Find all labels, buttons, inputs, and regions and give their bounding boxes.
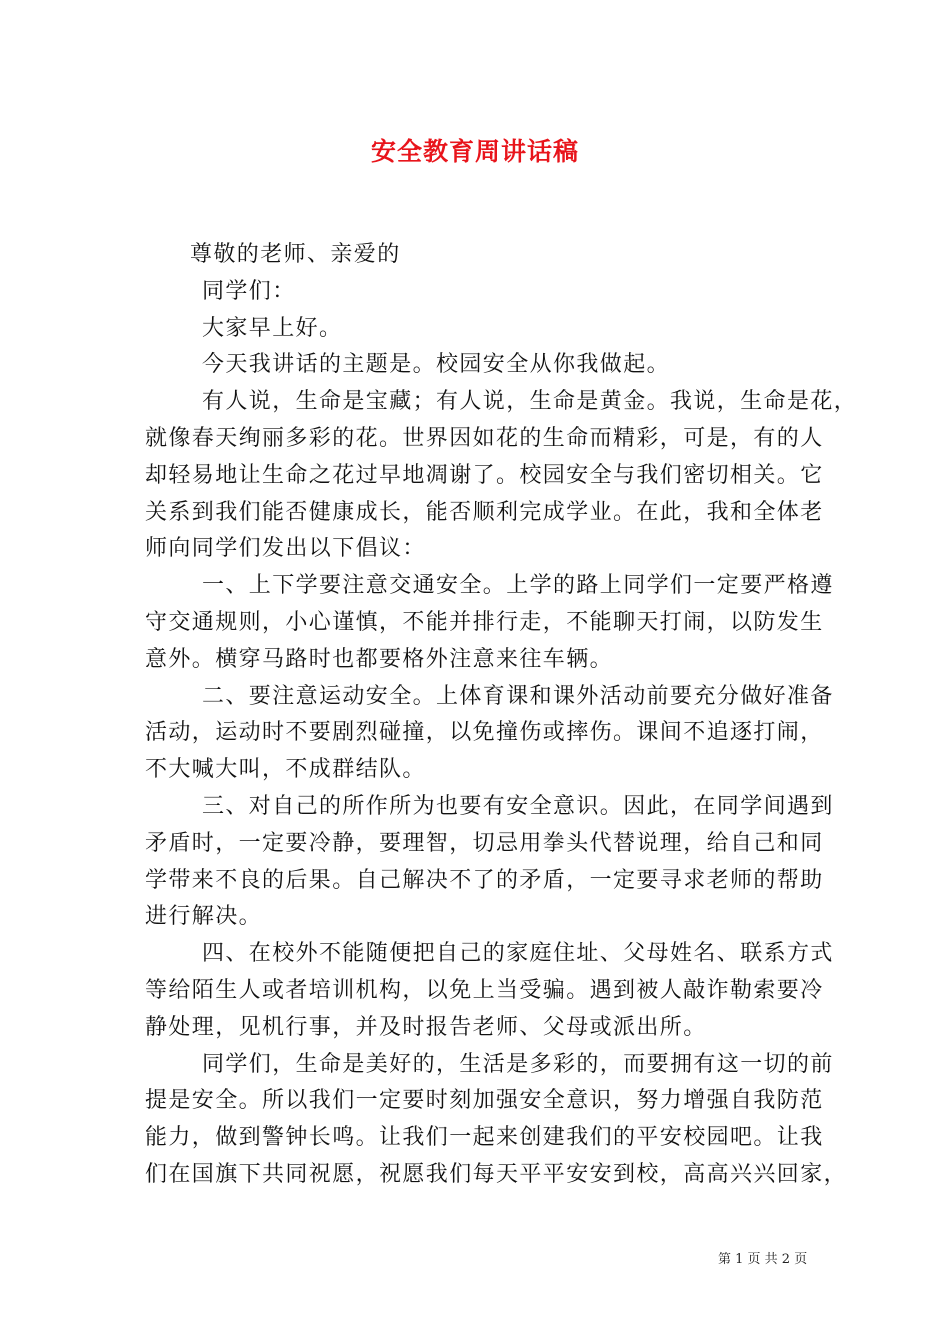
text-line: 同学们，生命是美好的，生活是多彩的，而要拥有这一切的前 bbox=[202, 1051, 834, 1077]
text-line: 尊敬的老师、亲爱的 bbox=[190, 242, 401, 267]
text-line: 师向同学们发出以下倡议： bbox=[145, 536, 426, 562]
text-line: 学带来不良的后果。自己解决不了的矛盾，一定要寻求老师的帮助 bbox=[145, 867, 824, 893]
text-line: 提是安全。所以我们一定要时刻加强安全意识，努力增强自我防范 bbox=[145, 1088, 824, 1114]
text-line: 进行解决。 bbox=[145, 904, 263, 930]
text-line: 守交通规则，小心谨慎，不能并排行走，不能聊天打闹，以防发生 bbox=[145, 609, 824, 635]
paragraph bbox=[145, 679, 835, 789]
text-line: 四、在校外不能随便把自己的家庭住址、父母姓名、联系方式 bbox=[202, 941, 834, 967]
text-line: 今天我讲话的主题是。校园安全从你我做起。 bbox=[202, 352, 671, 378]
paragraph bbox=[145, 311, 835, 348]
document-title: 安全教育周讲话稿 bbox=[370, 137, 579, 166]
text-line: 们在国旗下共同祝愿，祝愿我们每天平平安安到校，高高兴兴回家， bbox=[145, 1161, 848, 1187]
paragraph bbox=[145, 568, 835, 678]
text-line: 有人说，生命是宝藏；有人说，生命是黄金。我说，生命是花， bbox=[202, 389, 858, 415]
paragraph bbox=[145, 237, 835, 274]
text-line: 三、对自己的所作所为也要有安全意识。因此，在同学间遇到 bbox=[202, 793, 834, 819]
paragraph bbox=[145, 1047, 848, 1194]
text-line: 同学们： bbox=[202, 278, 296, 304]
text-line: 活动，运动时不要剧烈碰撞，以免撞伤或摔伤。课间不追逐打闹， bbox=[145, 720, 824, 746]
text-line: 就像春天绚丽多彩的花。世界因如花的生命而精彩，可是，有的人 bbox=[145, 425, 824, 451]
paragraph bbox=[145, 274, 835, 311]
paragraph bbox=[145, 789, 835, 936]
text-line: 关系到我们能否健康成长，能否顺利完成学业。在此，我和全体老 bbox=[145, 499, 824, 525]
paragraph bbox=[145, 347, 835, 384]
text-line: 矛盾时，一定要冷静，要理智，切忌用拳头代替说理，给自己和同 bbox=[145, 830, 824, 856]
text-line: 能力，做到警钟长鸣。让我们一起来创建我们的平安校园吧。让我 bbox=[145, 1125, 824, 1151]
text-line: 等给陌生人或者培训机构，以免上当受骗。遇到被人敲诈勒索要冷 bbox=[145, 977, 824, 1003]
text-line: 二、要注意运动安全。上体育课和课外活动前要充分做好准备 bbox=[202, 683, 834, 709]
text-line: 意外。横穿马路时也都要格外注意来往车辆。 bbox=[145, 646, 614, 672]
page-number: 第 1 页 共 2 页 bbox=[718, 1252, 808, 1267]
text-line: 却轻易地让生命之花过早地凋谢了。校园安全与我们密切相关。它 bbox=[145, 462, 824, 488]
text-line: 大家早上好。 bbox=[202, 315, 343, 341]
text-line: 静处理，见机行事，并及时报告老师、父母或派出所。 bbox=[145, 1014, 707, 1040]
paragraph bbox=[145, 384, 858, 568]
text-line: 不大喊大叫，不成群结队。 bbox=[145, 757, 426, 783]
text-line: 一、上下学要注意交通安全。上学的路上同学们一定要严格遵 bbox=[202, 573, 834, 599]
paragraph bbox=[145, 936, 835, 1046]
document-body bbox=[145, 237, 858, 1194]
